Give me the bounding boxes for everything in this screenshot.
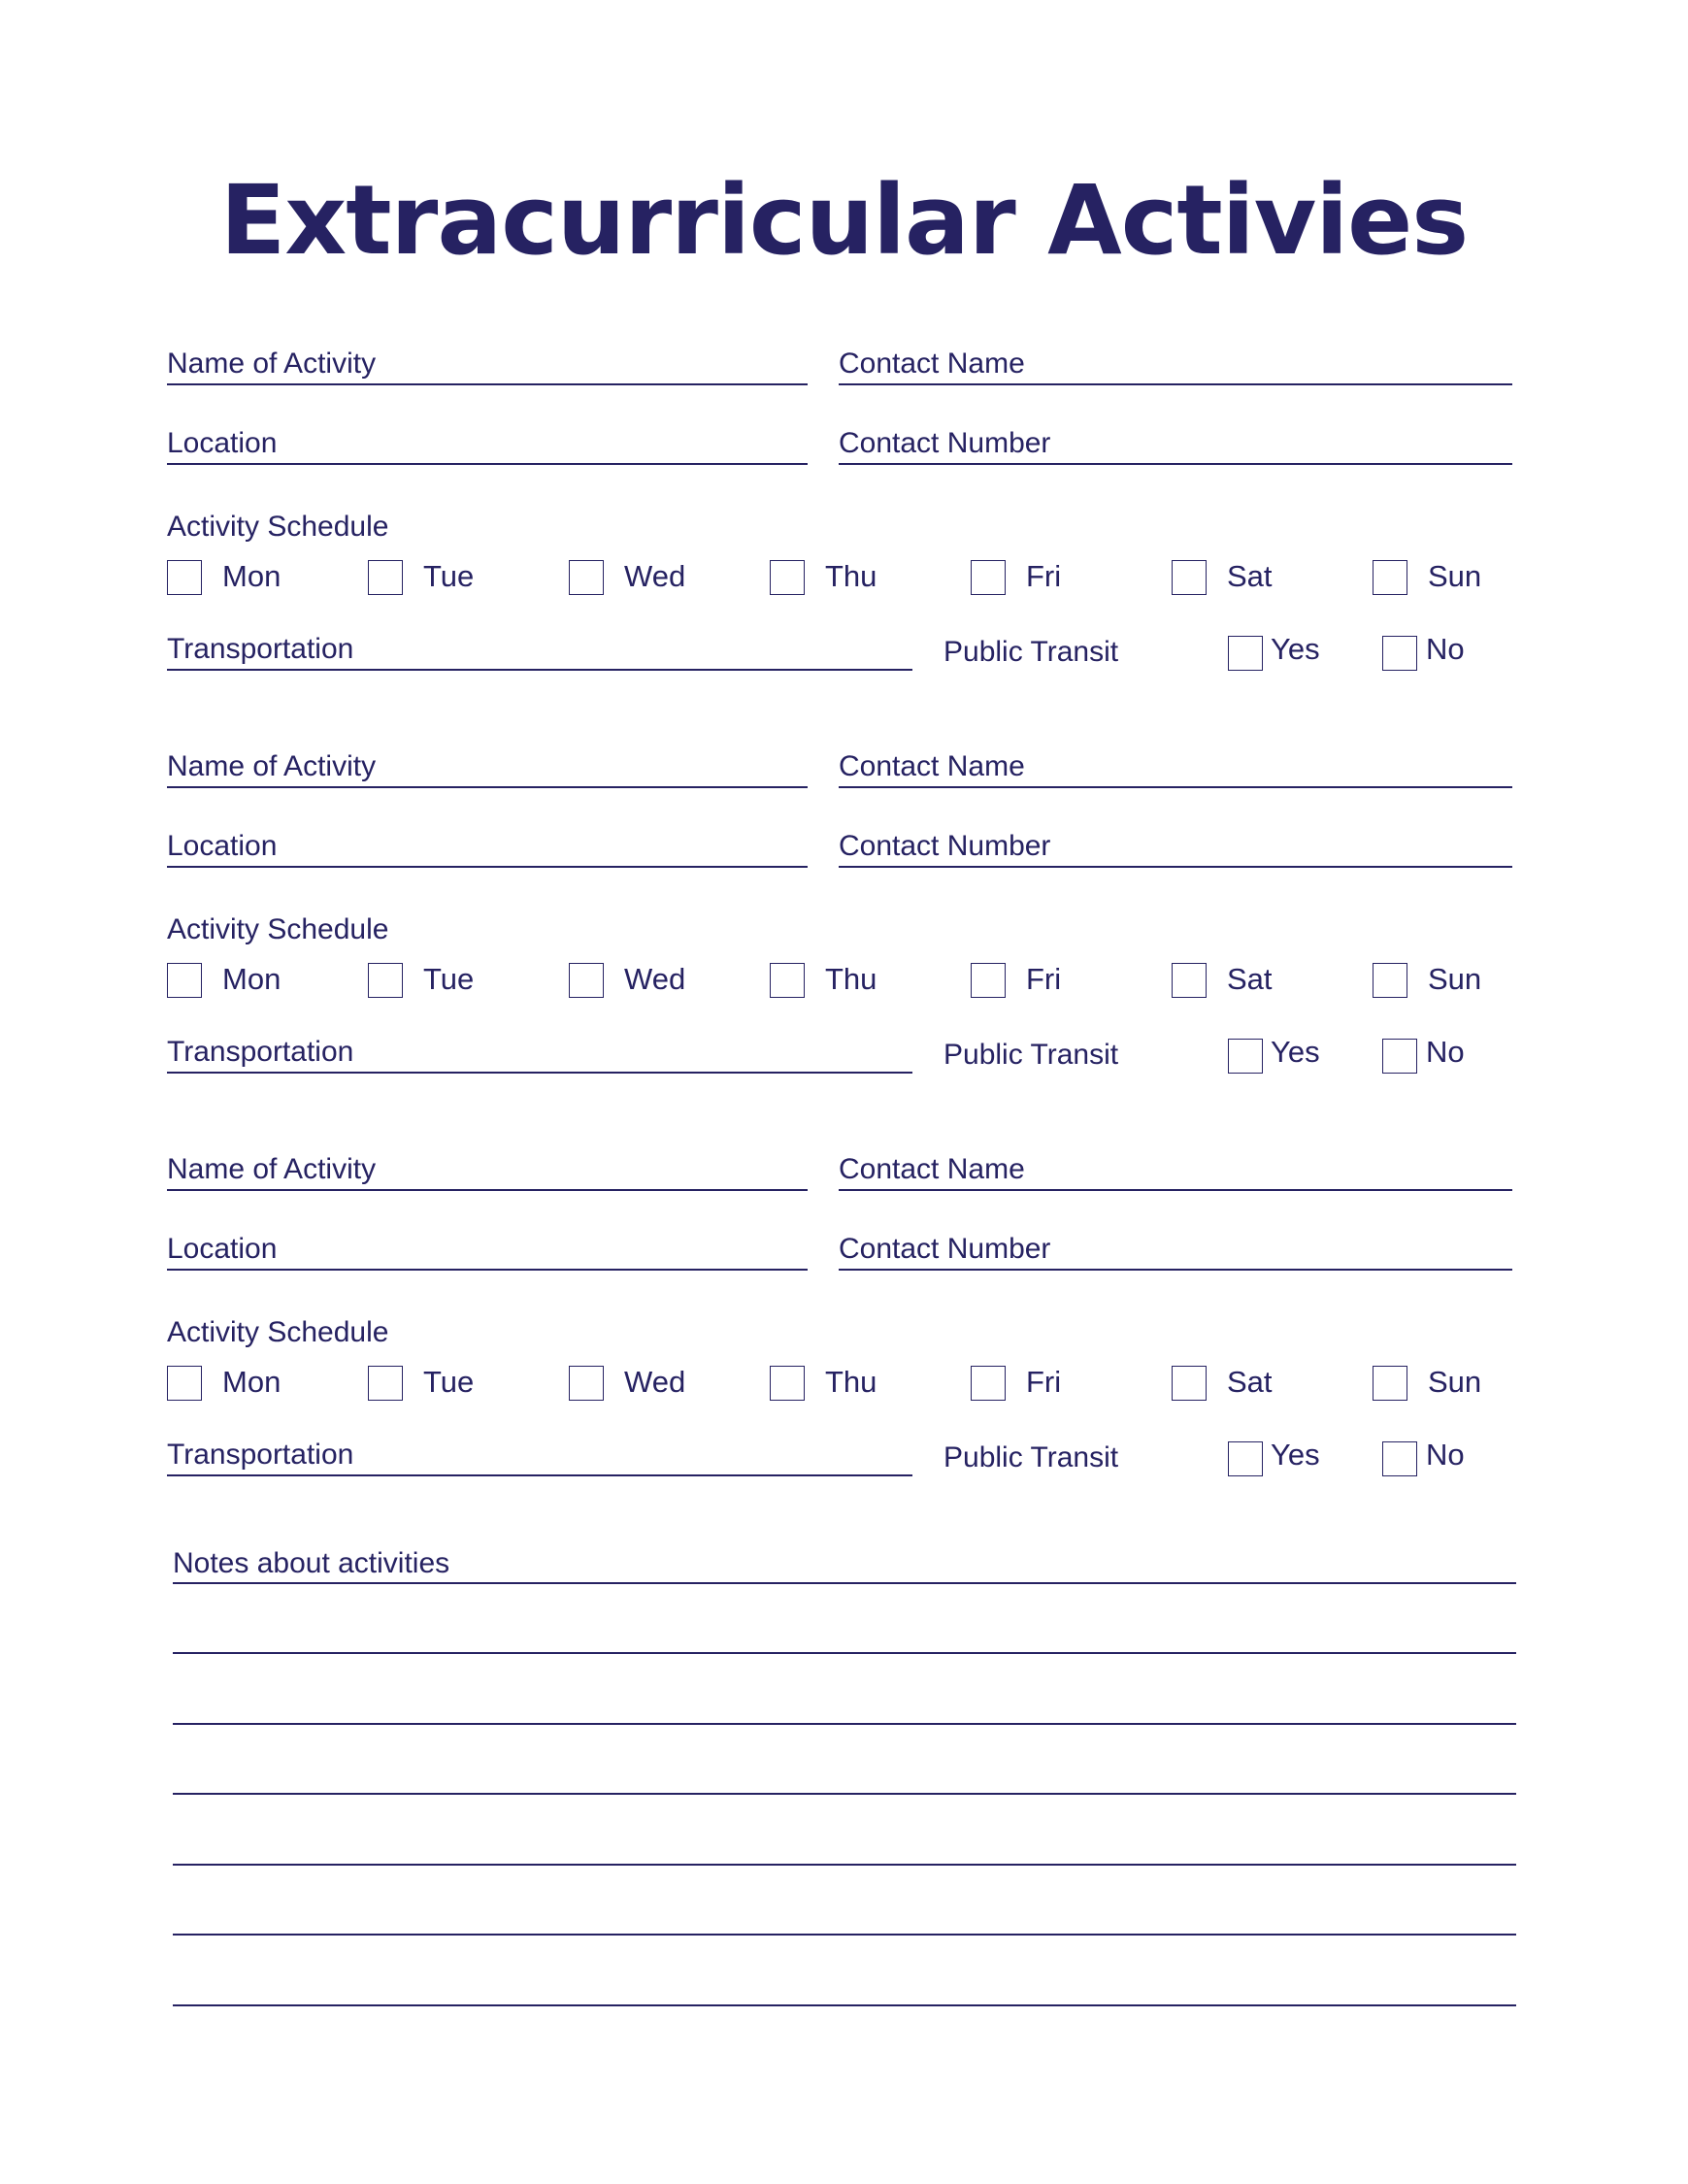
contact-number-label: Contact Number bbox=[839, 427, 1051, 459]
public-transit-yes-label: Yes bbox=[1271, 1035, 1320, 1069]
contact-name-field[interactable] bbox=[839, 1155, 1512, 1191]
day-checkbox-thu[interactable] bbox=[770, 1366, 805, 1401]
public-transit-yes-checkbox[interactable] bbox=[1228, 636, 1263, 671]
public-transit-no-label: No bbox=[1426, 1035, 1465, 1069]
name-of-activity-label: Name of Activity bbox=[167, 347, 377, 380]
public-transit-label: Public Transit bbox=[943, 1441, 1119, 1473]
name-of-activity-field[interactable] bbox=[167, 1155, 808, 1191]
contact-name-label: Contact Name bbox=[839, 750, 1025, 782]
day-checkbox-sun[interactable] bbox=[1373, 560, 1407, 595]
day-label-thu: Thu bbox=[825, 1365, 877, 1399]
location-label: Location bbox=[167, 830, 278, 862]
location-field[interactable] bbox=[167, 1235, 808, 1271]
public-transit-yes-checkbox[interactable] bbox=[1228, 1441, 1263, 1476]
contact-name-label: Contact Name bbox=[839, 347, 1025, 380]
page-title: Extracurricular Activies bbox=[219, 165, 1469, 277]
day-checkbox-wed[interactable] bbox=[569, 560, 604, 595]
location-label: Location bbox=[167, 1233, 278, 1265]
location-field[interactable] bbox=[167, 429, 808, 465]
day-checkbox-fri[interactable] bbox=[971, 560, 1006, 595]
day-checkbox-fri[interactable] bbox=[971, 963, 1006, 998]
name-of-activity-label: Name of Activity bbox=[167, 750, 377, 782]
name-of-activity-label: Name of Activity bbox=[167, 1153, 377, 1185]
day-label-sat: Sat bbox=[1227, 962, 1273, 996]
day-label-thu: Thu bbox=[825, 559, 877, 593]
public-transit-label: Public Transit bbox=[943, 636, 1119, 668]
contact-number-field[interactable] bbox=[839, 832, 1512, 868]
day-label-wed: Wed bbox=[624, 962, 686, 996]
day-label-fri: Fri bbox=[1026, 962, 1062, 996]
contact-number-field[interactable] bbox=[839, 1235, 1512, 1271]
day-checkbox-sat[interactable] bbox=[1172, 1366, 1207, 1401]
transportation-field[interactable] bbox=[167, 635, 912, 671]
day-label-tue: Tue bbox=[423, 962, 475, 996]
public-transit-yes-label: Yes bbox=[1271, 1438, 1320, 1472]
notes-line[interactable] bbox=[173, 1582, 1516, 1584]
transportation-label: Transportation bbox=[167, 633, 354, 665]
day-checkbox-tue[interactable] bbox=[368, 963, 403, 998]
notes-line[interactable] bbox=[173, 1793, 1516, 1795]
activity-schedule-label: Activity Schedule bbox=[167, 511, 389, 543]
name-of-activity-field[interactable] bbox=[167, 752, 808, 788]
day-label-sun: Sun bbox=[1428, 962, 1482, 996]
day-checkbox-thu[interactable] bbox=[770, 963, 805, 998]
day-label-sun: Sun bbox=[1428, 559, 1482, 593]
notes-line[interactable] bbox=[173, 1864, 1516, 1866]
contact-name-field[interactable] bbox=[839, 752, 1512, 788]
notes-line[interactable] bbox=[173, 1723, 1516, 1725]
location-field[interactable] bbox=[167, 832, 808, 868]
notes-line[interactable] bbox=[173, 2004, 1516, 2006]
contact-number-field[interactable] bbox=[839, 429, 1512, 465]
name-of-activity-field[interactable] bbox=[167, 349, 808, 385]
day-checkbox-sat[interactable] bbox=[1172, 963, 1207, 998]
day-label-sat: Sat bbox=[1227, 1365, 1273, 1399]
day-label-mon: Mon bbox=[222, 559, 281, 593]
activity-schedule-label: Activity Schedule bbox=[167, 1316, 389, 1348]
notes-line[interactable] bbox=[173, 1652, 1516, 1654]
contact-name-label: Contact Name bbox=[839, 1153, 1025, 1185]
day-label-sun: Sun bbox=[1428, 1365, 1482, 1399]
contact-number-label: Contact Number bbox=[839, 1233, 1051, 1265]
contact-number-label: Contact Number bbox=[839, 830, 1051, 862]
public-transit-yes-label: Yes bbox=[1271, 632, 1320, 666]
day-label-wed: Wed bbox=[624, 1365, 686, 1399]
day-label-thu: Thu bbox=[825, 962, 877, 996]
day-label-fri: Fri bbox=[1026, 1365, 1062, 1399]
day-checkbox-wed[interactable] bbox=[569, 963, 604, 998]
activity-schedule-label: Activity Schedule bbox=[167, 913, 389, 945]
contact-name-field[interactable] bbox=[839, 349, 1512, 385]
day-label-tue: Tue bbox=[423, 559, 475, 593]
transportation-field[interactable] bbox=[167, 1038, 912, 1074]
day-checkbox-mon[interactable] bbox=[167, 1366, 202, 1401]
day-checkbox-sun[interactable] bbox=[1373, 963, 1407, 998]
public-transit-no-label: No bbox=[1426, 632, 1465, 666]
day-checkbox-sat[interactable] bbox=[1172, 560, 1207, 595]
day-checkbox-mon[interactable] bbox=[167, 560, 202, 595]
day-checkbox-tue[interactable] bbox=[368, 1366, 403, 1401]
transportation-field[interactable] bbox=[167, 1440, 912, 1476]
day-label-wed: Wed bbox=[624, 559, 686, 593]
notes-line[interactable] bbox=[173, 1934, 1516, 1936]
public-transit-no-label: No bbox=[1426, 1438, 1465, 1472]
day-label-mon: Mon bbox=[222, 1365, 281, 1399]
public-transit-no-checkbox[interactable] bbox=[1382, 1441, 1417, 1476]
public-transit-no-checkbox[interactable] bbox=[1382, 1039, 1417, 1074]
day-label-tue: Tue bbox=[423, 1365, 475, 1399]
day-checkbox-wed[interactable] bbox=[569, 1366, 604, 1401]
public-transit-no-checkbox[interactable] bbox=[1382, 636, 1417, 671]
transportation-label: Transportation bbox=[167, 1439, 354, 1471]
transportation-label: Transportation bbox=[167, 1036, 354, 1068]
day-checkbox-sun[interactable] bbox=[1373, 1366, 1407, 1401]
public-transit-yes-checkbox[interactable] bbox=[1228, 1039, 1263, 1074]
day-label-sat: Sat bbox=[1227, 559, 1273, 593]
day-checkbox-mon[interactable] bbox=[167, 963, 202, 998]
day-label-mon: Mon bbox=[222, 962, 281, 996]
day-checkbox-tue[interactable] bbox=[368, 560, 403, 595]
day-checkbox-fri[interactable] bbox=[971, 1366, 1006, 1401]
notes-label: Notes about activities bbox=[173, 1547, 450, 1579]
day-label-fri: Fri bbox=[1026, 559, 1062, 593]
day-checkbox-thu[interactable] bbox=[770, 560, 805, 595]
public-transit-label: Public Transit bbox=[943, 1039, 1119, 1071]
location-label: Location bbox=[167, 427, 278, 459]
